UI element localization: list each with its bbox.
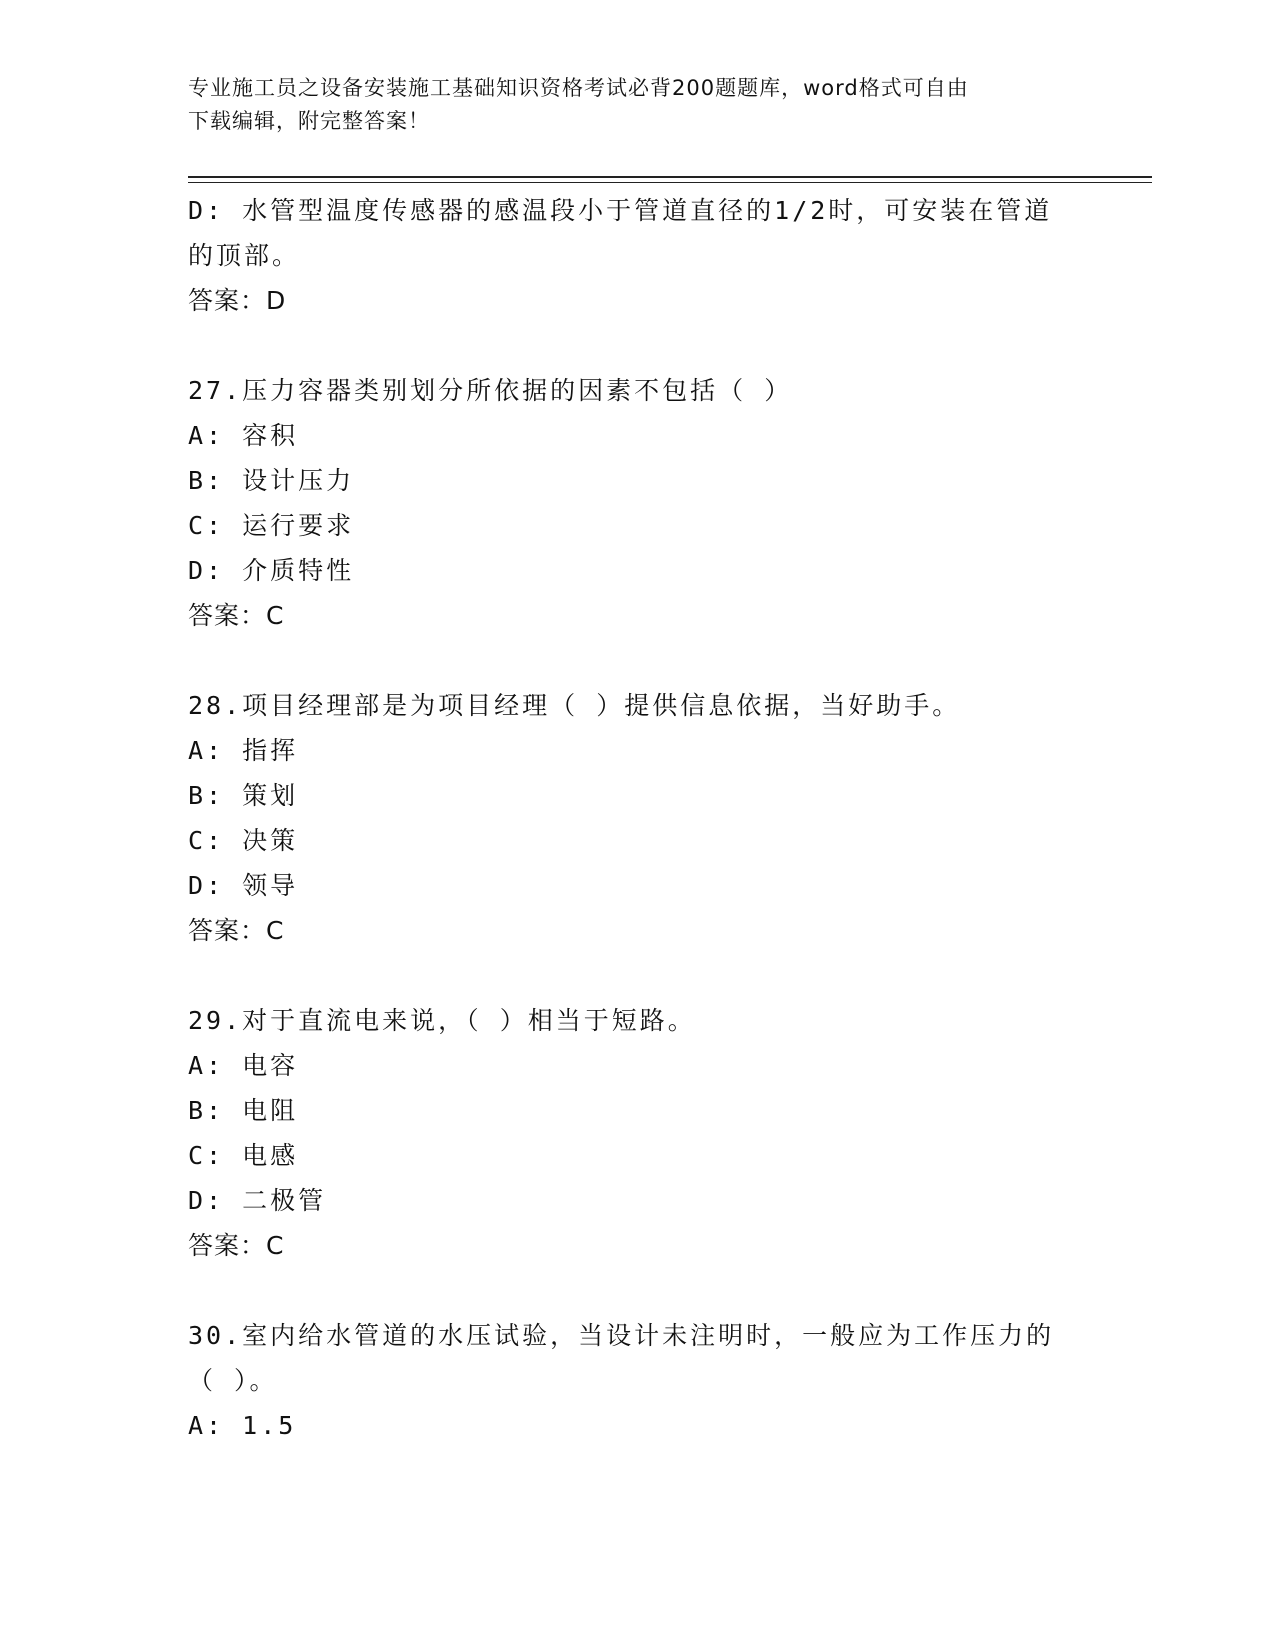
option-d: D: 领导 [188, 871, 299, 900]
option-c: C: 运行要求 [188, 511, 355, 540]
spacer [188, 323, 1088, 368]
spacer [188, 953, 1088, 998]
header-rule-thick [188, 176, 1152, 178]
question-content [188, 188, 1088, 1448]
option-a: A: 指挥 [188, 736, 299, 765]
option-a: A: 容积 [188, 421, 299, 450]
option-a: A: 1.5 [188, 1411, 297, 1440]
question-29: 29.对于直流电来说，（ ）相当于短路。 [188, 1006, 696, 1035]
option-b: B: 设计压力 [188, 466, 355, 495]
option-d: D: 介质特性 [188, 556, 355, 585]
question-28: 28.项目经理部是为项目经理（ ）提供信息依据，当好助手。 [188, 691, 961, 720]
option-b: B: 策划 [188, 781, 299, 810]
spacer [188, 638, 1088, 683]
document-header [188, 72, 1068, 138]
option-c: C: 电感 [188, 1141, 299, 1170]
answer: 答案：C [188, 916, 285, 945]
answer: 答案：C [188, 601, 285, 630]
option-d: D: 水管型温度传感器的感温段小于管道直径的1/2时，可安装在管道 [188, 196, 1053, 225]
option-d: D: 二极管 [188, 1186, 327, 1215]
option-d-continued: 的顶部。 [188, 241, 301, 270]
question-30-continued: （ ）。 [188, 1366, 278, 1395]
answer: 答案：D [188, 286, 287, 315]
header-line-2: 下载编辑，附完整答案！ [188, 109, 430, 133]
header-line-1: 专业施工员之设备安装施工基础知识资格考试必背200题题库，word格式可自由 [188, 76, 969, 100]
question-27: 27.压力容器类别划分所依据的因素不包括（ ） [188, 376, 793, 405]
spacer [188, 1268, 1088, 1313]
header-rule-thin [188, 182, 1152, 183]
option-a: A: 电容 [188, 1051, 299, 1080]
option-b: B: 电阻 [188, 1096, 299, 1125]
option-c: C: 决策 [188, 826, 299, 855]
question-30: 30.室内给水管道的水压试验，当设计未注明时，一般应为工作压力的 [188, 1321, 1055, 1350]
answer: 答案：C [188, 1231, 285, 1260]
